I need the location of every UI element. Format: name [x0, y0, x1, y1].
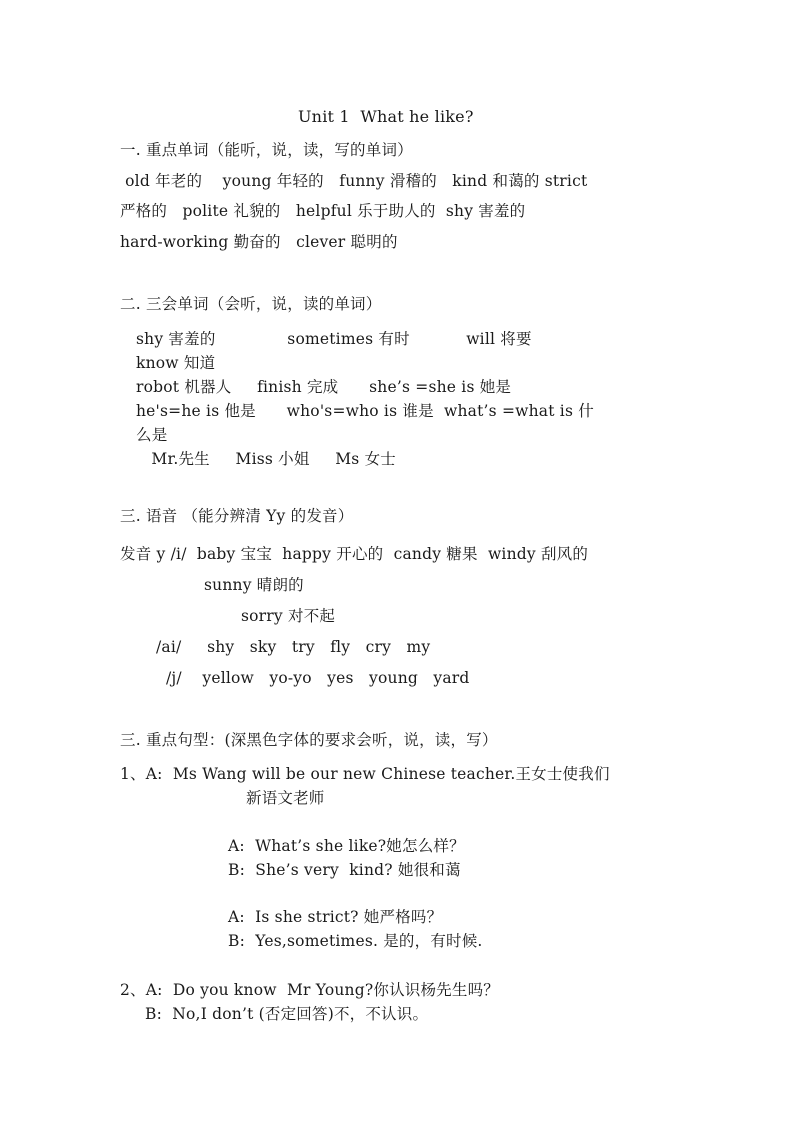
dialogue-line: B: She’s very kind? 她很和蔼: [228, 861, 461, 879]
section-heading-recognition-words: 二. 三会单词（会听，说，读的单词）: [120, 295, 382, 313]
section-heading-key-words: 一. 重点单词（能听，说，读，写的单词）: [120, 141, 413, 159]
dialogue-line: 新语文老师: [246, 789, 325, 807]
text-line: shy 害羞的 sometimes 有时 will 将要: [136, 330, 532, 348]
dialogue-line: A: Is she strict? 她严格吗？: [228, 908, 443, 926]
dialogue-line: 1、A: Ms Wang will be our new Chinese teacher.王女士使我们: [120, 765, 610, 783]
text-line: sunny 晴朗的: [204, 576, 304, 594]
dialogue-line: 2、A: Do you know Mr Young?你认识杨先生吗？: [120, 981, 499, 999]
text-line: old 年老的 young 年轻的 funny 滑稽的 kind 和蔼的 strict: [120, 172, 588, 190]
text-line: 么是: [136, 426, 168, 444]
dialogue-line: A: What’s she like?她怎么样？: [228, 837, 465, 855]
text-line: sorry 对不起: [241, 607, 336, 625]
text-line: 发音 y /i/ baby 宝宝 happy 开心的 candy 糖果 windy 刮风的: [120, 545, 589, 563]
section-heading-phonics: 三. 语音 （能分辨清 Yy 的发音）: [120, 507, 354, 525]
text-line: hard-working 勤奋的 clever 聪明的: [120, 233, 398, 251]
text-line: /ai/ shy sky try fly cry my: [156, 638, 431, 656]
section-heading-key-sentences: 三. 重点句型：(深黑色字体的要求会听，说，读，写）: [120, 731, 498, 749]
text-line: know 知道: [136, 354, 216, 372]
text-line: 严格的 polite 礼貌的 helpful 乐于助人的 shy 害羞的: [120, 202, 526, 220]
page-title: Unit 1 What he like?: [298, 107, 474, 126]
dialogue-line: B: Yes,sometimes. 是的，有时候.: [228, 932, 483, 950]
text-line: Mr.先生 Miss 小姐 Ms 女士: [136, 450, 396, 468]
text-line: /j/ yellow yo-yo yes young yard: [166, 669, 470, 687]
dialogue-line: B: No,I don’t (否定回答)不，不认识。: [145, 1005, 429, 1023]
text-line: he's=he is 他是 who's=who is 谁是 what’s =what is 什: [136, 402, 594, 420]
text-line: robot 机器人 finish 完成 she’s =she is 她是: [136, 378, 512, 396]
